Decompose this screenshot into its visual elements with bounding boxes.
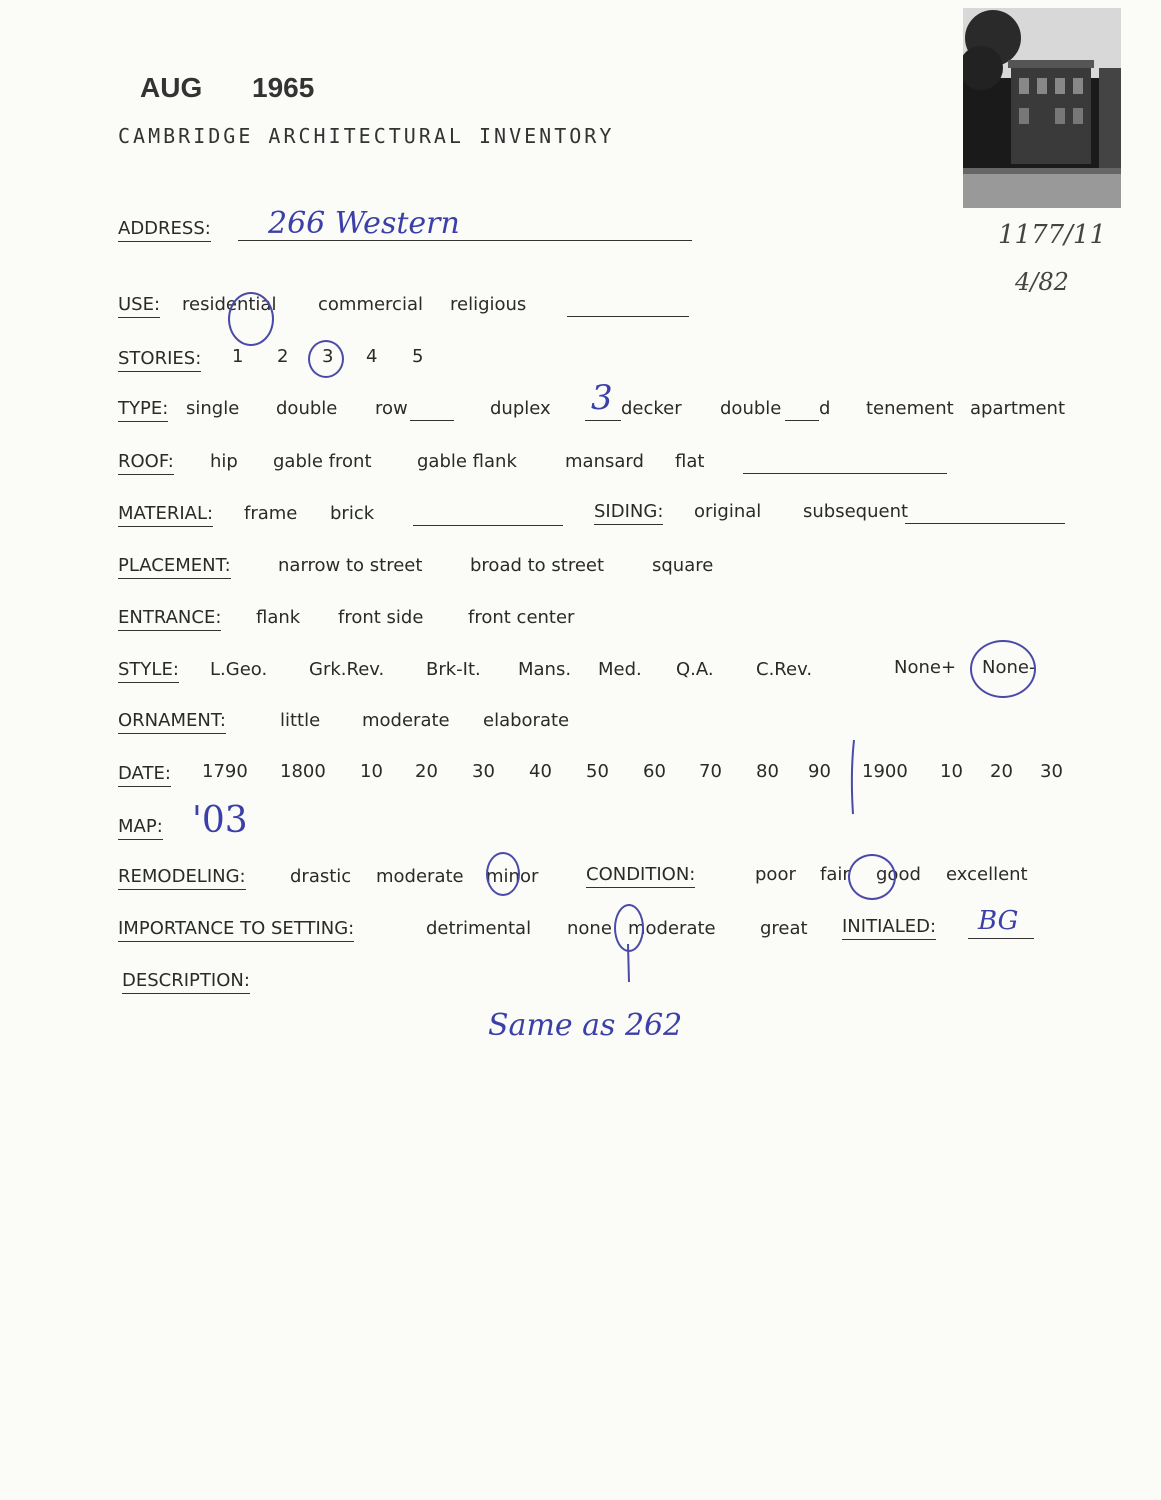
date-month: AUG — [140, 72, 203, 103]
type-label: TYPE: — [118, 398, 168, 422]
type-apartment: apartment — [970, 398, 1066, 419]
importance-label: IMPORTANCE TO SETTING: — [118, 918, 354, 942]
type-double-d-line — [785, 420, 819, 421]
map-label: MAP: — [118, 816, 163, 840]
use-other-line — [567, 316, 689, 317]
placement-narrow: narrow to street — [278, 555, 423, 576]
entrance-flank: flank — [256, 607, 301, 628]
placement-label: PLACEMENT: — [118, 555, 231, 579]
condition-selection-circle — [848, 854, 896, 900]
condition-poor: poor — [755, 864, 796, 885]
style-none-minus: None- — [982, 657, 1036, 678]
remodeling-drastic: drastic — [290, 866, 352, 887]
use-commercial: commercial — [318, 294, 423, 315]
roof-label: ROOF: — [118, 451, 174, 475]
ornament-moderate: moderate — [362, 710, 450, 731]
stories-3: 3 — [322, 346, 334, 367]
ornament-elaborate: elaborate — [483, 710, 570, 731]
style-med: Med. — [598, 659, 642, 680]
use-residential: residential — [182, 294, 277, 315]
date-1900: 1900 — [862, 761, 908, 782]
importance-mark-stem — [622, 944, 634, 984]
style-label: STYLE: — [118, 659, 179, 683]
style-grkrev: Grk.Rev. — [309, 659, 385, 680]
style-lgeo: L.Geo. — [210, 659, 268, 680]
date-60: 60 — [643, 761, 666, 782]
type-decker-line — [585, 420, 621, 421]
remodeling-minor: minor — [486, 866, 539, 887]
ornament-label: ORNAMENT: — [118, 710, 226, 734]
initialed-value: BG — [978, 906, 1019, 936]
initialed-line — [968, 938, 1034, 939]
reference-date: 4/82 — [1015, 268, 1069, 296]
date-10: 10 — [360, 761, 383, 782]
date-50: 50 — [586, 761, 609, 782]
condition-fair: fair — [820, 864, 850, 885]
description-value: Same as 262 — [488, 1008, 683, 1043]
importance-great: great — [760, 918, 808, 939]
importance-moderate: moderate — [628, 918, 716, 939]
roof-other-line — [743, 473, 947, 474]
remodeling-moderate: moderate — [376, 866, 464, 887]
type-duplex: duplex — [490, 398, 551, 419]
type-double-d: double — [720, 398, 782, 419]
form-title: CAMBRIDGE ARCHITECTURAL INVENTORY — [118, 124, 615, 148]
type-decker-number: 3 — [591, 378, 613, 418]
entrance-front-side: front side — [338, 607, 424, 628]
type-decker: decker — [621, 398, 682, 419]
initialed-label: INITIALED: — [842, 916, 936, 940]
type-tenement: tenement — [866, 398, 954, 419]
placement-broad: broad to street — [470, 555, 605, 576]
use-selection-circle — [228, 292, 274, 346]
style-crev: C.Rev. — [756, 659, 813, 680]
description-label: DESCRIPTION: — [122, 970, 250, 994]
siding-subsequent: subsequent — [803, 501, 909, 522]
date-1790: 1790 — [202, 761, 248, 782]
date-1930: 30 — [1040, 761, 1063, 782]
date-90: 90 — [808, 761, 831, 782]
address-label: ADDRESS: — [118, 218, 211, 242]
address-value: 266 Western — [268, 206, 460, 241]
stories-1: 1 — [232, 346, 244, 367]
date-label: DATE: — [118, 763, 171, 787]
siding-original: original — [694, 501, 762, 522]
roof-flat: flat — [675, 451, 705, 472]
date-80: 80 — [756, 761, 779, 782]
condition-excellent: excellent — [946, 864, 1028, 885]
style-selection-circle — [970, 640, 1036, 698]
style-qa: Q.A. — [676, 659, 714, 680]
ornament-little: little — [280, 710, 321, 731]
stories-5: 5 — [412, 346, 424, 367]
type-double: double — [276, 398, 338, 419]
date-1910: 10 — [940, 761, 963, 782]
stories-2: 2 — [277, 346, 289, 367]
entrance-front-center: front center — [468, 607, 575, 628]
use-religious: religious — [450, 294, 527, 315]
type-row: row — [375, 398, 408, 419]
roof-gable-flank: gable flank — [417, 451, 517, 472]
condition-label: CONDITION: — [586, 864, 695, 888]
date-40: 40 — [529, 761, 552, 782]
building-photo-icon — [963, 8, 1121, 208]
remodeling-selection-circle — [486, 852, 520, 896]
material-other-line — [413, 525, 563, 526]
map-value: '03 — [192, 800, 248, 841]
stories-selection-circle — [308, 340, 344, 378]
type-single: single — [186, 398, 240, 419]
remodeling-label: REMODELING: — [118, 866, 246, 890]
date-30: 30 — [472, 761, 495, 782]
placement-square: square — [652, 555, 714, 576]
date-20: 20 — [415, 761, 438, 782]
roof-mansard: mansard — [565, 451, 644, 472]
material-frame: frame — [244, 503, 298, 524]
stories-4: 4 — [366, 346, 378, 367]
use-label: USE: — [118, 294, 160, 318]
stories-label: STORIES: — [118, 348, 201, 372]
date-1920: 20 — [990, 761, 1013, 782]
siding-label: SIDING: — [594, 501, 663, 525]
date-70: 70 — [699, 761, 722, 782]
siding-other-line — [905, 523, 1065, 524]
style-mans: Mans. — [518, 659, 572, 680]
style-none-plus: None+ — [894, 657, 957, 678]
type-d: d — [819, 398, 831, 419]
condition-good: good — [876, 864, 921, 885]
roof-gable-front: gable front — [273, 451, 372, 472]
date-handwritten-mark — [846, 738, 860, 816]
date-1800: 1800 — [280, 761, 326, 782]
reference-number: 1177/11 — [998, 220, 1107, 250]
roof-hip: hip — [210, 451, 238, 472]
date-year: 1965 — [252, 72, 315, 103]
style-brkit: Brk-It. — [426, 659, 481, 680]
material-brick: brick — [330, 503, 375, 524]
entrance-label: ENTRANCE: — [118, 607, 221, 631]
building-photo — [963, 8, 1121, 208]
importance-none: none — [567, 918, 612, 939]
type-row-line — [410, 420, 454, 421]
material-label: MATERIAL: — [118, 503, 213, 527]
importance-detrimental: detrimental — [426, 918, 532, 939]
